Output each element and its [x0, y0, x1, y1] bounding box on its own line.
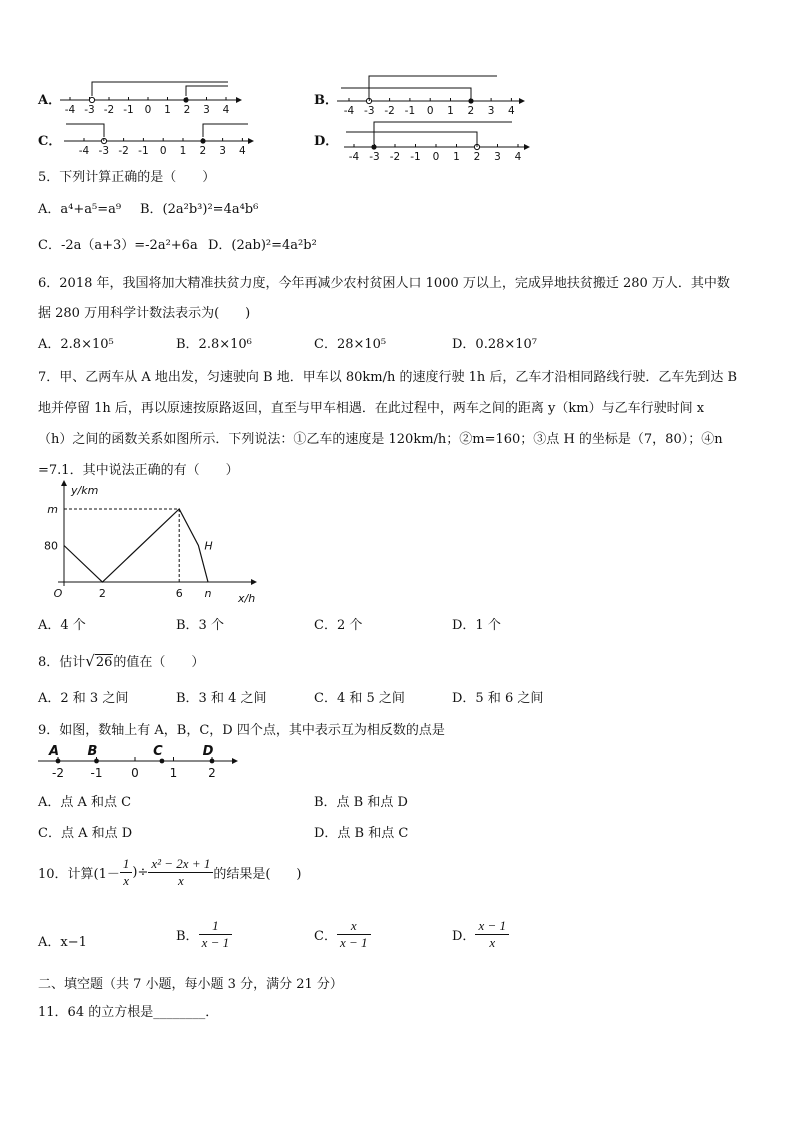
- tick-label: -2: [384, 105, 395, 117]
- tick-label: 3: [494, 151, 501, 162]
- q10-fraction-2-num: x² − 2x + 1: [151, 856, 211, 871]
- tick-label: -4: [64, 104, 76, 116]
- q10-fraction-1: [120, 856, 133, 889]
- q4-option-b-numberline: [335, 70, 535, 118]
- q7-option-d: D．1 个: [452, 618, 501, 633]
- q10-option-c: [314, 918, 371, 951]
- tick-label: -1: [123, 104, 134, 116]
- tick-label: -4: [78, 145, 90, 157]
- q9-option-d: D．点 B 和点 C: [314, 826, 409, 841]
- point-dot: [210, 759, 215, 764]
- tick-label: -3: [369, 151, 380, 162]
- q4-option-a-label: A．: [38, 93, 62, 108]
- q11-stem: 11．64 的立方根是________．: [38, 1005, 219, 1020]
- q8-option-b: B．3 和 4 之间: [176, 691, 267, 706]
- tick-label: 4: [239, 145, 246, 157]
- tick-label: 0: [159, 145, 167, 157]
- tick-label: 4: [222, 104, 230, 116]
- origin-label: O: [53, 587, 63, 600]
- tick-label: -4: [348, 151, 360, 162]
- tick-label: 3: [487, 105, 495, 117]
- tick-label: -1: [90, 766, 103, 780]
- tick-label: -1: [138, 145, 149, 157]
- q7-line-1: 7．甲、乙两车从 A 地出发，匀速驶向 B 地．甲车以 80km/h 的速度行驶 1h 后，乙车才沿相同路线行驶．乙车先到达 B: [38, 370, 738, 385]
- tick-label: 1: [169, 766, 178, 780]
- tick-label: 1: [453, 151, 460, 162]
- q10-option-c-den: x − 1: [337, 934, 371, 951]
- q10-option-c-num: x: [350, 918, 357, 933]
- q7-line-3: （h）之间的函数关系如图所示．下列说法：①乙车的速度是 120km/h；②m=160；③点 H 的坐标是（7，80）；④n: [38, 432, 723, 447]
- q7-line-2: 地并停留 1h 后，再以原速按原路返回，直至与甲车相遇．在此过程中，两车之间的距离 y（km）与乙车行驶时间 x: [38, 401, 705, 416]
- q10-option-d: [452, 918, 509, 951]
- q4-option-b-label: B．: [314, 93, 338, 108]
- q9-stem: 9．如图，数轴上有 A，B，C，D 四个点，其中表示互为相反数的点是: [38, 723, 445, 738]
- point-label: D: [202, 744, 214, 759]
- q7-option-b: B．3 个: [176, 618, 224, 633]
- tick-label: -3: [364, 105, 375, 117]
- x-tick-label: n: [204, 587, 212, 600]
- q10-option-c-label: C．: [314, 929, 337, 944]
- tick-label: -2: [389, 151, 401, 162]
- tick-label: 1: [164, 104, 171, 116]
- tick-label: 1: [447, 105, 454, 117]
- q6-option-b: B．2.8×10⁶: [176, 337, 252, 352]
- q6-option-c: C．28×10⁵: [314, 337, 387, 352]
- tick-label: 2: [473, 151, 481, 162]
- tick-label: 0: [131, 766, 139, 780]
- q8-option-a: A．2 和 3 之间: [38, 691, 129, 706]
- point-label: A: [48, 744, 60, 759]
- q6-line-2: 据 280 万用科学计数法表示为( ): [38, 306, 251, 321]
- q6-line-1: 6．2018 年，我国将加大精准扶贫力度，今年再减少农村贫困人口 1000 万以上，完成异地扶贫搬迁 280 万人．其中数: [38, 276, 730, 291]
- point-label: B: [87, 744, 98, 759]
- tick-label: 2: [183, 104, 191, 116]
- q10-option-d-label: D．: [452, 929, 476, 944]
- tick-label: 0: [426, 105, 434, 117]
- q4-option-a-numberline: [58, 74, 248, 116]
- q8-stem-prefix: 8．估计: [38, 655, 86, 670]
- q10-stem-mid: )÷: [132, 865, 149, 880]
- point-dot: [94, 759, 99, 764]
- q8-stem: [38, 651, 204, 670]
- point-dot: [56, 759, 61, 764]
- q9-option-a: A．点 A 和点 C: [38, 795, 132, 810]
- q5-option-c: C．-2a（a+3）=-2a²+6a: [38, 238, 198, 253]
- q9-numberline: [36, 740, 246, 782]
- y-axis-label: y/km: [71, 484, 99, 497]
- tick-label: -3: [84, 104, 95, 116]
- tick-label: -2: [52, 766, 64, 780]
- q7-line-4: =7.1．其中说法正确的有（ ）: [38, 463, 239, 478]
- tick-label: 2: [208, 766, 216, 780]
- tick-label: 2: [467, 105, 475, 117]
- q10-option-b-num: 1: [212, 918, 219, 933]
- q4-option-c-label: C．: [38, 134, 62, 149]
- q10-option-b-fraction: [199, 918, 233, 951]
- q8-radicand: 26: [95, 655, 113, 670]
- y-tick-label: m: [47, 503, 58, 516]
- tick-label: -3: [98, 145, 110, 157]
- q10-fraction-1-den: x: [120, 872, 133, 889]
- q4-option-c-numberline: [58, 118, 258, 160]
- tick-label: 2: [199, 145, 207, 157]
- tick-label: 0: [432, 151, 440, 162]
- q9-option-b: B．点 B 和点 D: [314, 795, 408, 810]
- q10-stem-suffix: 的结果是( ): [213, 867, 302, 882]
- q10-fraction-1-num: 1: [122, 856, 130, 871]
- point-label: C: [153, 744, 163, 759]
- q10-fraction-2-den: x: [148, 872, 213, 889]
- tick-label: 3: [203, 104, 210, 116]
- tick-label: -4: [343, 105, 355, 117]
- q10-option-d-fraction: [475, 918, 509, 951]
- tick-label: -2: [103, 104, 115, 116]
- tick-label: 3: [219, 145, 226, 157]
- q7-option-c: C．2 个: [314, 618, 363, 633]
- q10-option-b-den: x − 1: [199, 934, 233, 951]
- q10-option-b-label: B．: [176, 929, 199, 944]
- q9-option-c: C．点 A 和点 D: [38, 826, 133, 841]
- q5-option-a: A．a⁴+a⁵=a⁹: [38, 202, 122, 217]
- x-tick-label: 2: [98, 587, 106, 600]
- q6-option-a: A．2.8×10⁵: [38, 337, 114, 352]
- q8-option-d: D．5 和 6 之间: [452, 691, 544, 706]
- q5-stem: 5．下列计算正确的是（ ）: [38, 170, 216, 185]
- q5-option-b: B．(2a²b³)²=4a⁴b⁶: [140, 202, 259, 217]
- tick-label: 4: [514, 151, 522, 162]
- q8-stem-suffix: 的值在（ ）: [113, 655, 205, 670]
- q10-option-d-den: x: [475, 934, 509, 951]
- q4-option-d-numberline: [340, 118, 540, 162]
- q10-stem-prefix: 10．计算(1－: [38, 867, 120, 882]
- q7-option-a: A．4 个: [38, 618, 86, 633]
- x-tick-label: 6: [175, 587, 183, 600]
- q10-stem: [38, 856, 302, 889]
- tick-label: 1: [179, 145, 187, 157]
- q10-option-c-fraction: [337, 918, 371, 951]
- q5-option-d: D．(2ab)²=4a²b²: [208, 238, 317, 253]
- q10-option-d-num: x − 1: [478, 918, 506, 933]
- q8-option-c: C．4 和 5 之间: [314, 691, 405, 706]
- point-dot: [160, 759, 165, 764]
- sqrt-symbol: √: [85, 652, 95, 670]
- point-h-label: H: [204, 539, 213, 553]
- tick-label: -2: [118, 145, 129, 157]
- x-axis-label: x/h: [238, 592, 256, 605]
- tick-label: 0: [144, 104, 152, 116]
- q10-option-b: [176, 918, 232, 951]
- tick-label: -1: [410, 151, 421, 162]
- y-tick-label: 80: [44, 539, 58, 553]
- section-2-heading: 二、填空题（共 7 小题，每小题 3 分，满分 21 分）: [38, 977, 343, 992]
- q4-option-d-label: D．: [314, 134, 339, 149]
- tick-label: -1: [404, 105, 416, 117]
- tick-label: 4: [508, 105, 515, 117]
- q7-function-graph: [36, 478, 266, 606]
- q10-option-a: A．x−1: [38, 935, 87, 950]
- q7-graph-series-line: [64, 509, 208, 582]
- q6-option-d: D．0.28×10⁷: [452, 337, 538, 352]
- q10-fraction-2: [148, 856, 213, 889]
